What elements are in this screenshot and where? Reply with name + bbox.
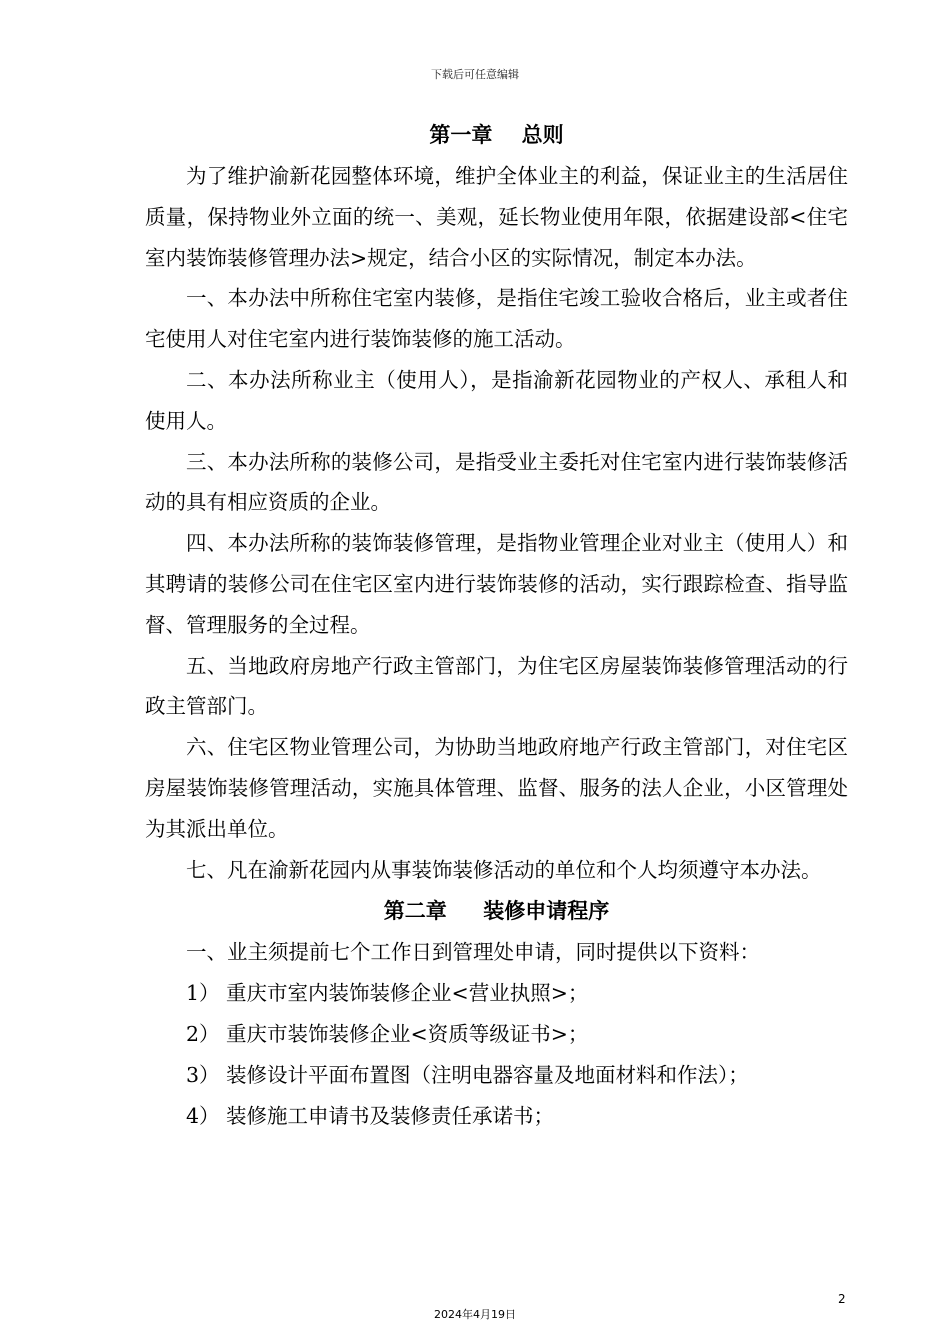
paragraph-article-7: 七、凡在渝新花园内从事装饰装修活动的单位和个人均须遵守本办法。 xyxy=(186,857,822,882)
list-item: 4） 装修施工申请书及装修责任承诺书； xyxy=(186,1103,555,1128)
list-item: 1） 重庆市室内装饰装修企业<营业执照>； xyxy=(186,981,589,1006)
paragraph-article-2: 二、本办法所称业主（使用人），是指渝新花园物业的产权人、承租人和使用人。 xyxy=(145,367,848,433)
page-number: 2 xyxy=(838,1292,846,1306)
document-body xyxy=(145,114,848,1136)
paragraph-application-intro: 一、业主须提前七个工作日到管理处申请，同时提供以下资料： xyxy=(186,940,760,965)
paragraph-intro: 为了维护渝新花园整体环境，维护全体业主的利益，保证业主的生活居住质量，保持物业外立面的统一、美观，延长物业使用年限，依据建设部<住宅室内装饰装修管理办法>规定，结合小区的实际情况，制定本办法。 xyxy=(145,164,848,270)
paragraph-article-4: 四、本办法所称的装饰装修管理，是指物业管理企业对业主（使用人）和其聘请的装修公司在住宅区室内进行装饰装修的活动，实行跟踪检查、指导监督、管理服务的全过程。 xyxy=(145,531,848,637)
header-note: 下载后可任意编辑 xyxy=(431,68,519,81)
paragraph-article-1: 一、本办法中所称住宅室内装修，是指住宅竣工验收合格后，业主或者住宅使用人对住宅室内进行装饰装修的施工活动。 xyxy=(145,286,848,352)
chapter-2-title: 第二章 装修申请程序 xyxy=(383,899,610,924)
list-item: 2） 重庆市装饰装修企业<资质等级证书>； xyxy=(186,1021,589,1046)
paragraph-article-3: 三、本办法所称的装修公司，是指受业主委托对住宅室内进行装饰装修活动的具有相应资质的企业。 xyxy=(145,449,848,515)
chapter-1-title: 第一章 总则 xyxy=(429,123,564,147)
paragraph-article-5: 五、当地政府房地产行政主管部门，为住宅区房屋装饰装修管理活动的行政主管部门。 xyxy=(145,653,848,719)
paragraph-article-6: 六、住宅区物业管理公司，为协助当地政府地产行政主管部门，对住宅区房屋装饰装修管理活动，实施具体管理、监督、服务的法人企业，小区管理处为其派出单位。 xyxy=(145,735,848,841)
list-item: 3） 装修设计平面布置图（注明电器容量及地面材料和作法）； xyxy=(186,1062,749,1087)
footer-date: 2024年4月19日 xyxy=(434,1308,516,1321)
